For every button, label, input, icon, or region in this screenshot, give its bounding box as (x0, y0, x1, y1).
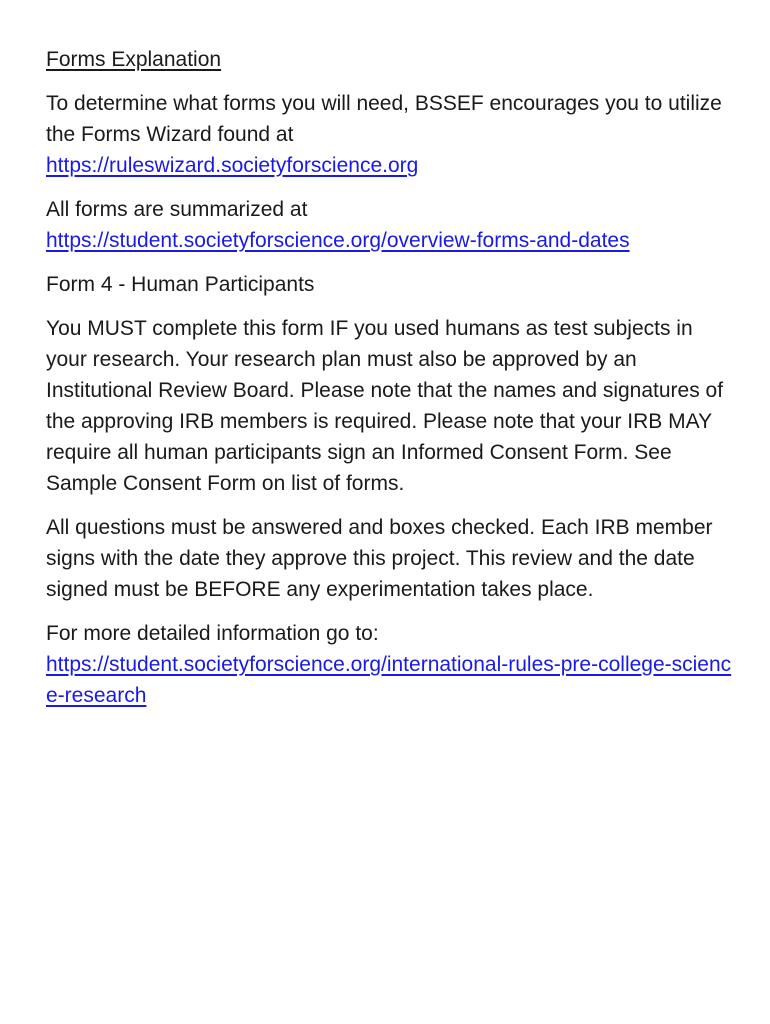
summary-text: All forms are summarized at (46, 198, 308, 221)
more-info-paragraph (46, 618, 736, 711)
intro-text: To determine what forms you will need, BSSEF encourages you to utilize the Forms Wizard found at (46, 92, 722, 146)
rules-wizard-link[interactable]: https://ruleswizard.societyforscience.org (46, 154, 419, 177)
title-paragraph (46, 44, 736, 75)
document-page (46, 44, 736, 724)
page-title: Forms Explanation (46, 48, 222, 71)
international-rules-link[interactable]: https://student.societyforscience.org/international-rules-pre-college-science-research (46, 653, 732, 707)
intro-paragraph (46, 88, 736, 181)
form4-heading-paragraph (46, 269, 736, 300)
form4-irb-paragraph: All questions must be answered and boxes checked. Each IRB member signs with the date they approve this project. This review and the date signed must be BEFORE any experimentation takes place. (46, 516, 713, 601)
form4-requirements-paragraph: You MUST complete this form IF you used humans as test subjects in your research. Your research plan must also be approved by an Institutional Review Board. Please note that the names and signatures of the approving IRB members is required. Please note that your IRB MAY require all human participants sign an Informed Consent Form. See Sample Consent Form on list of forms. (46, 317, 724, 495)
summary-paragraph (46, 194, 736, 256)
form4-heading: Form 4 - Human Participants (46, 273, 315, 296)
forms-overview-link[interactable]: https://student.societyforscience.org/overview-forms-and-dates (46, 229, 630, 252)
more-info-text: For more detailed information go to: (46, 622, 379, 645)
